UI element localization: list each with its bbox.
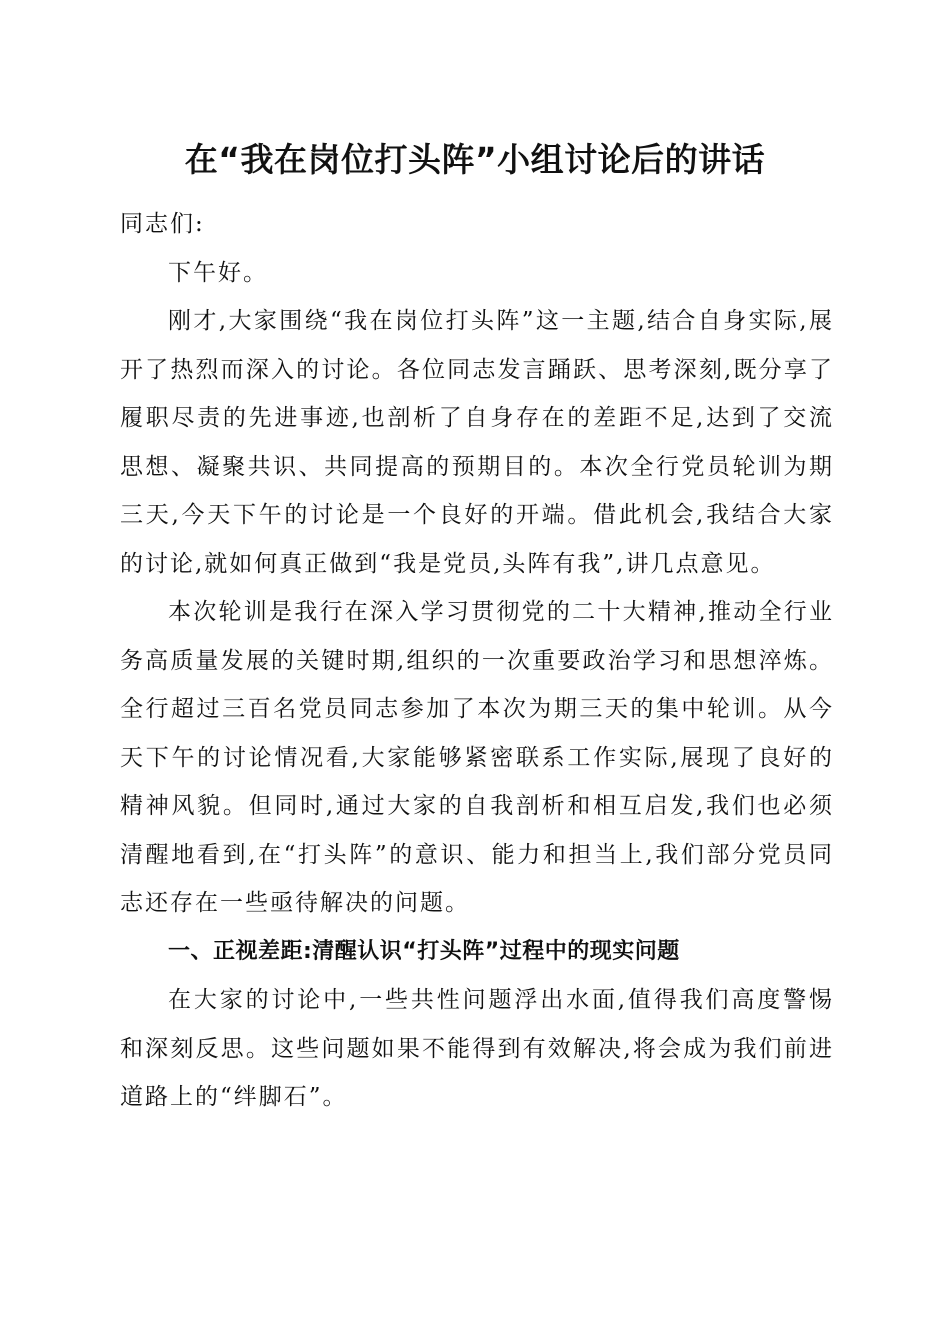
document-title: 在“我在岗位打头阵”小组讨论后的讲话 [184,140,766,179]
paragraph-opening: 刚才,大家围绕“我在岗位打头阵”这一主题,结合自身实际,展开了热烈而深入的讨论。各位同志发言踊跃、思考深刻,既分享了履职尽责的先进事迹,也剖析了自身存在的差距不足,达到了交流思想、凝聚共识、共同提高的预期目的。本次全行党员轮训为期三天,今天下午的讨论是一个良好的开端。借此机会,我结合大家的讨论,就如何真正做到“我是党员,头阵有我”,讲几点意见。 [120,308,834,577]
section-1-paragraph: 在大家的讨论中,一些共性问题浮出水面,值得我们高度警惕和深刻反思。这些问题如果不能得到有效解决,将会成为我们前进道路上的“绊脚石”。 [120,987,834,1110]
document-body [120,200,834,1122]
paragraph-background: 本次轮训是我行在深入学习贯彻党的二十大精神,推动全行业务高质量发展的关键时期,组织的一次重要政治学习和思想淬炼。全行超过三百名党员同志参加了本次为期三天的集中轮训。从今天下午的讨论情况看,大家能够紧密联系工作实际,展现了良好的精神风貌。但同时,通过大家的自我剖析和相互启发,我们也必须清醒地看到,在“打头阵”的意识、能力和担当上,我们部分党员同志还存在一些亟待解决的问题。 [120,599,834,916]
section-heading-1: 一、正视差距:清醒认识“打头阵”过程中的现实问题 [168,938,680,964]
greeting: 下午好。 [168,259,268,286]
salutation: 同志们: [120,211,205,237]
